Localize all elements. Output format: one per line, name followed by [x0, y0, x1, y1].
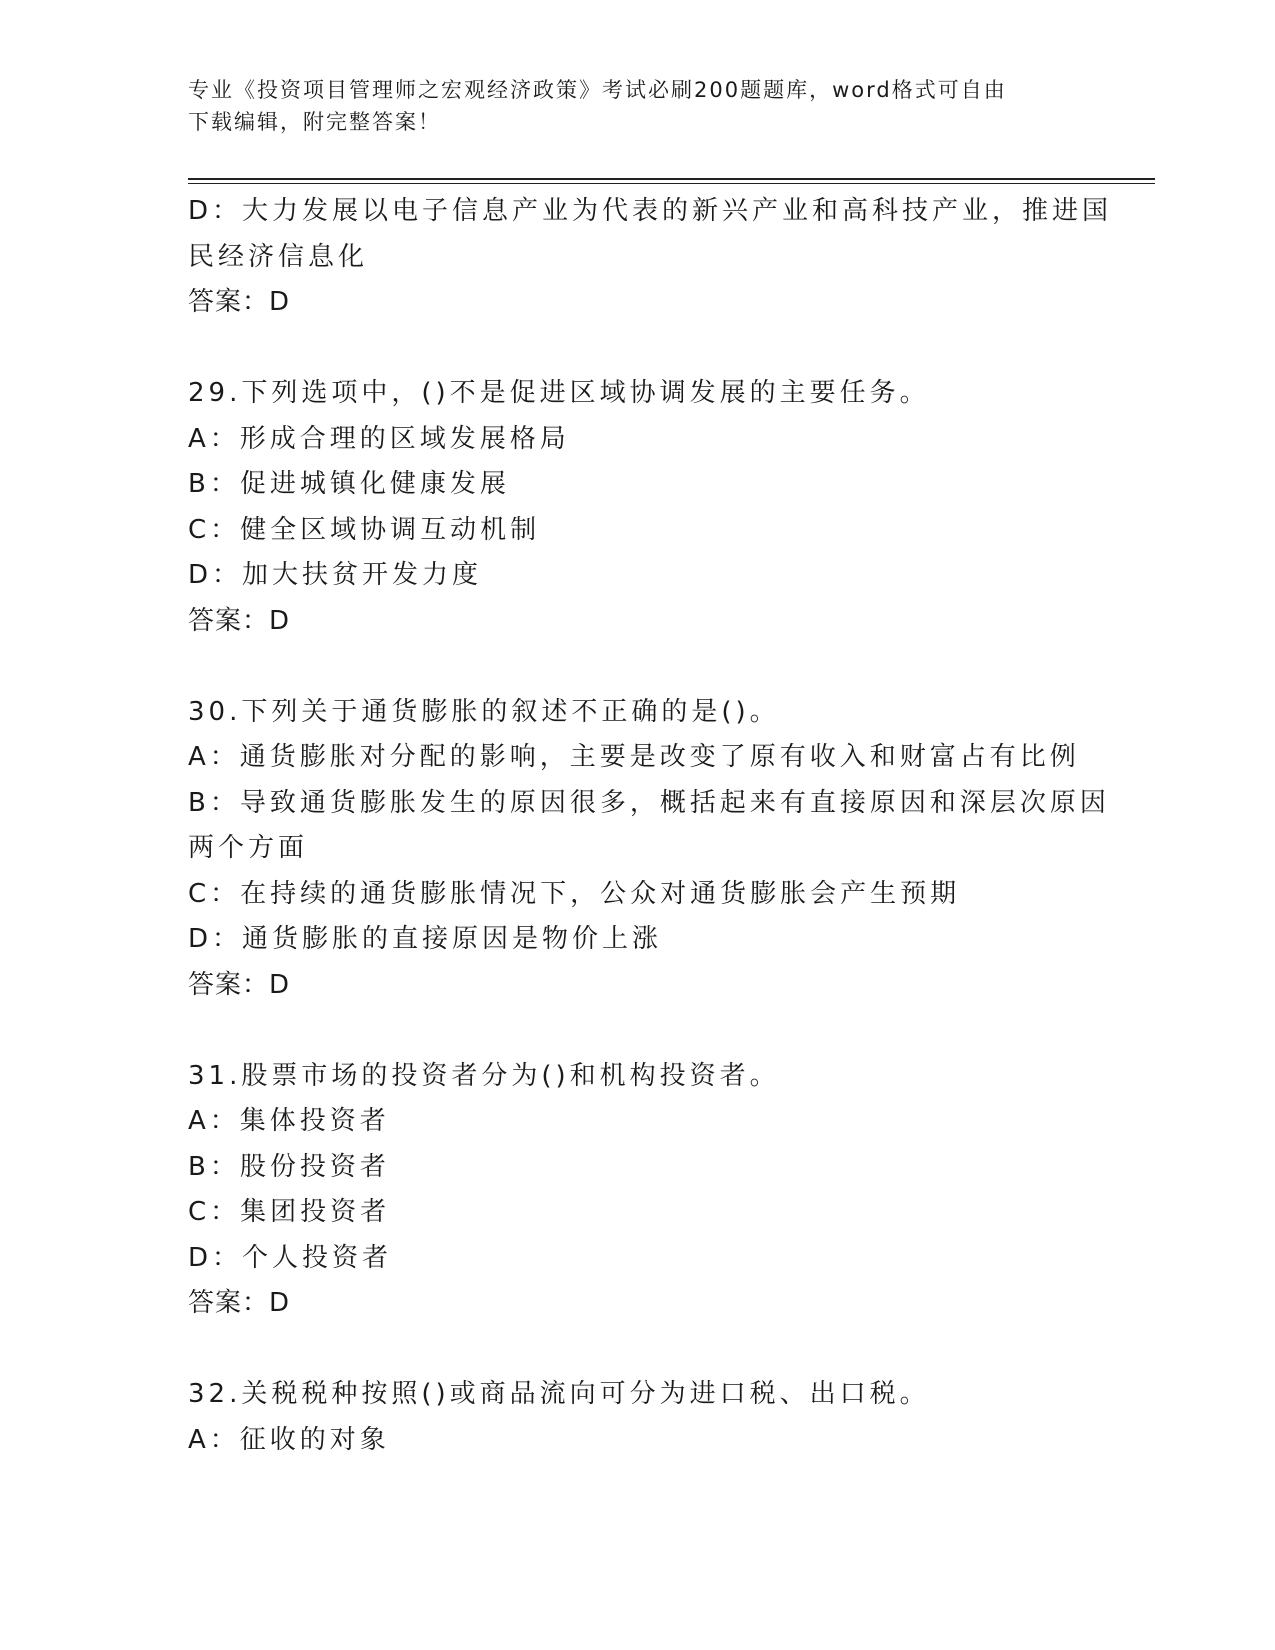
option-a: A：形成合理的区域发展格局 — [188, 423, 570, 454]
question-30 — [188, 690, 1110, 1009]
option-c: C：集团投资者 — [188, 1197, 391, 1227]
spacer — [188, 1327, 1088, 1373]
header-divider-thick — [188, 178, 1155, 180]
option-b: B：促进城镇化健康发展 — [188, 469, 510, 499]
option-a: A：征收的对象 — [188, 1424, 390, 1455]
option-a: A：通货膨胀对分配的影响，主要是改变了原有收入和财富占有比例 — [188, 742, 1080, 772]
page-header — [188, 74, 1088, 138]
question-stem: 30.下列关于通货膨胀的叙述不正确的是()。 — [188, 696, 780, 727]
option-a: A：集体投资者 — [188, 1106, 390, 1136]
answer: 答案：D — [188, 1288, 291, 1318]
option-d: D：大力发展以电子信息产业为代表的新兴产业和高科技产业，推进国 — [188, 196, 1113, 226]
option-c: C：在持续的通货膨胀情况下，公众对通货膨胀会产生预期 — [188, 878, 961, 909]
header-divider-thin — [188, 183, 1155, 184]
option-c: C：健全区域协调互动机制 — [188, 514, 541, 545]
header-line-2: 下载编辑，附完整答案！ — [188, 110, 441, 134]
question-stem: 31.股票市场的投资者分为()和机构投资者。 — [188, 1060, 780, 1091]
answer: 答案：D — [188, 287, 291, 317]
option-b: B：股份投资者 — [188, 1151, 390, 1182]
option-d: D：通货膨胀的直接原因是物价上涨 — [188, 924, 663, 954]
question-29 — [188, 371, 1088, 644]
question-stem: 32.关税税种按照()或商品流向可分为进口税、出口税。 — [188, 1379, 930, 1409]
answer: 答案：D — [188, 969, 291, 1000]
question-32 — [188, 1372, 1088, 1463]
question-list — [188, 189, 1113, 1463]
option-d-continued: 民经济信息化 — [188, 241, 369, 272]
question-31 — [188, 1054, 1088, 1327]
option-d: D：加大扶贫开发力度 — [188, 560, 483, 590]
option-b: B：导致通货膨胀发生的原因很多，概括起来有直接原因和深层次原因 — [188, 787, 1110, 818]
spacer — [188, 326, 1088, 372]
spacer — [188, 644, 1088, 690]
option-b-continued: 两个方面 — [188, 833, 309, 863]
option-d: D：个人投资者 — [188, 1242, 393, 1273]
header-line-1: 专业《投资项目管理师之宏观经济政策》考试必刷200题题库，word格式可自由 — [188, 78, 1007, 102]
answer: 答案：D — [188, 605, 291, 636]
spacer — [188, 1008, 1088, 1054]
question-28-tail — [188, 189, 1113, 326]
question-stem: 29.下列选项中，()不是促进区域协调发展的主要任务。 — [188, 378, 930, 408]
